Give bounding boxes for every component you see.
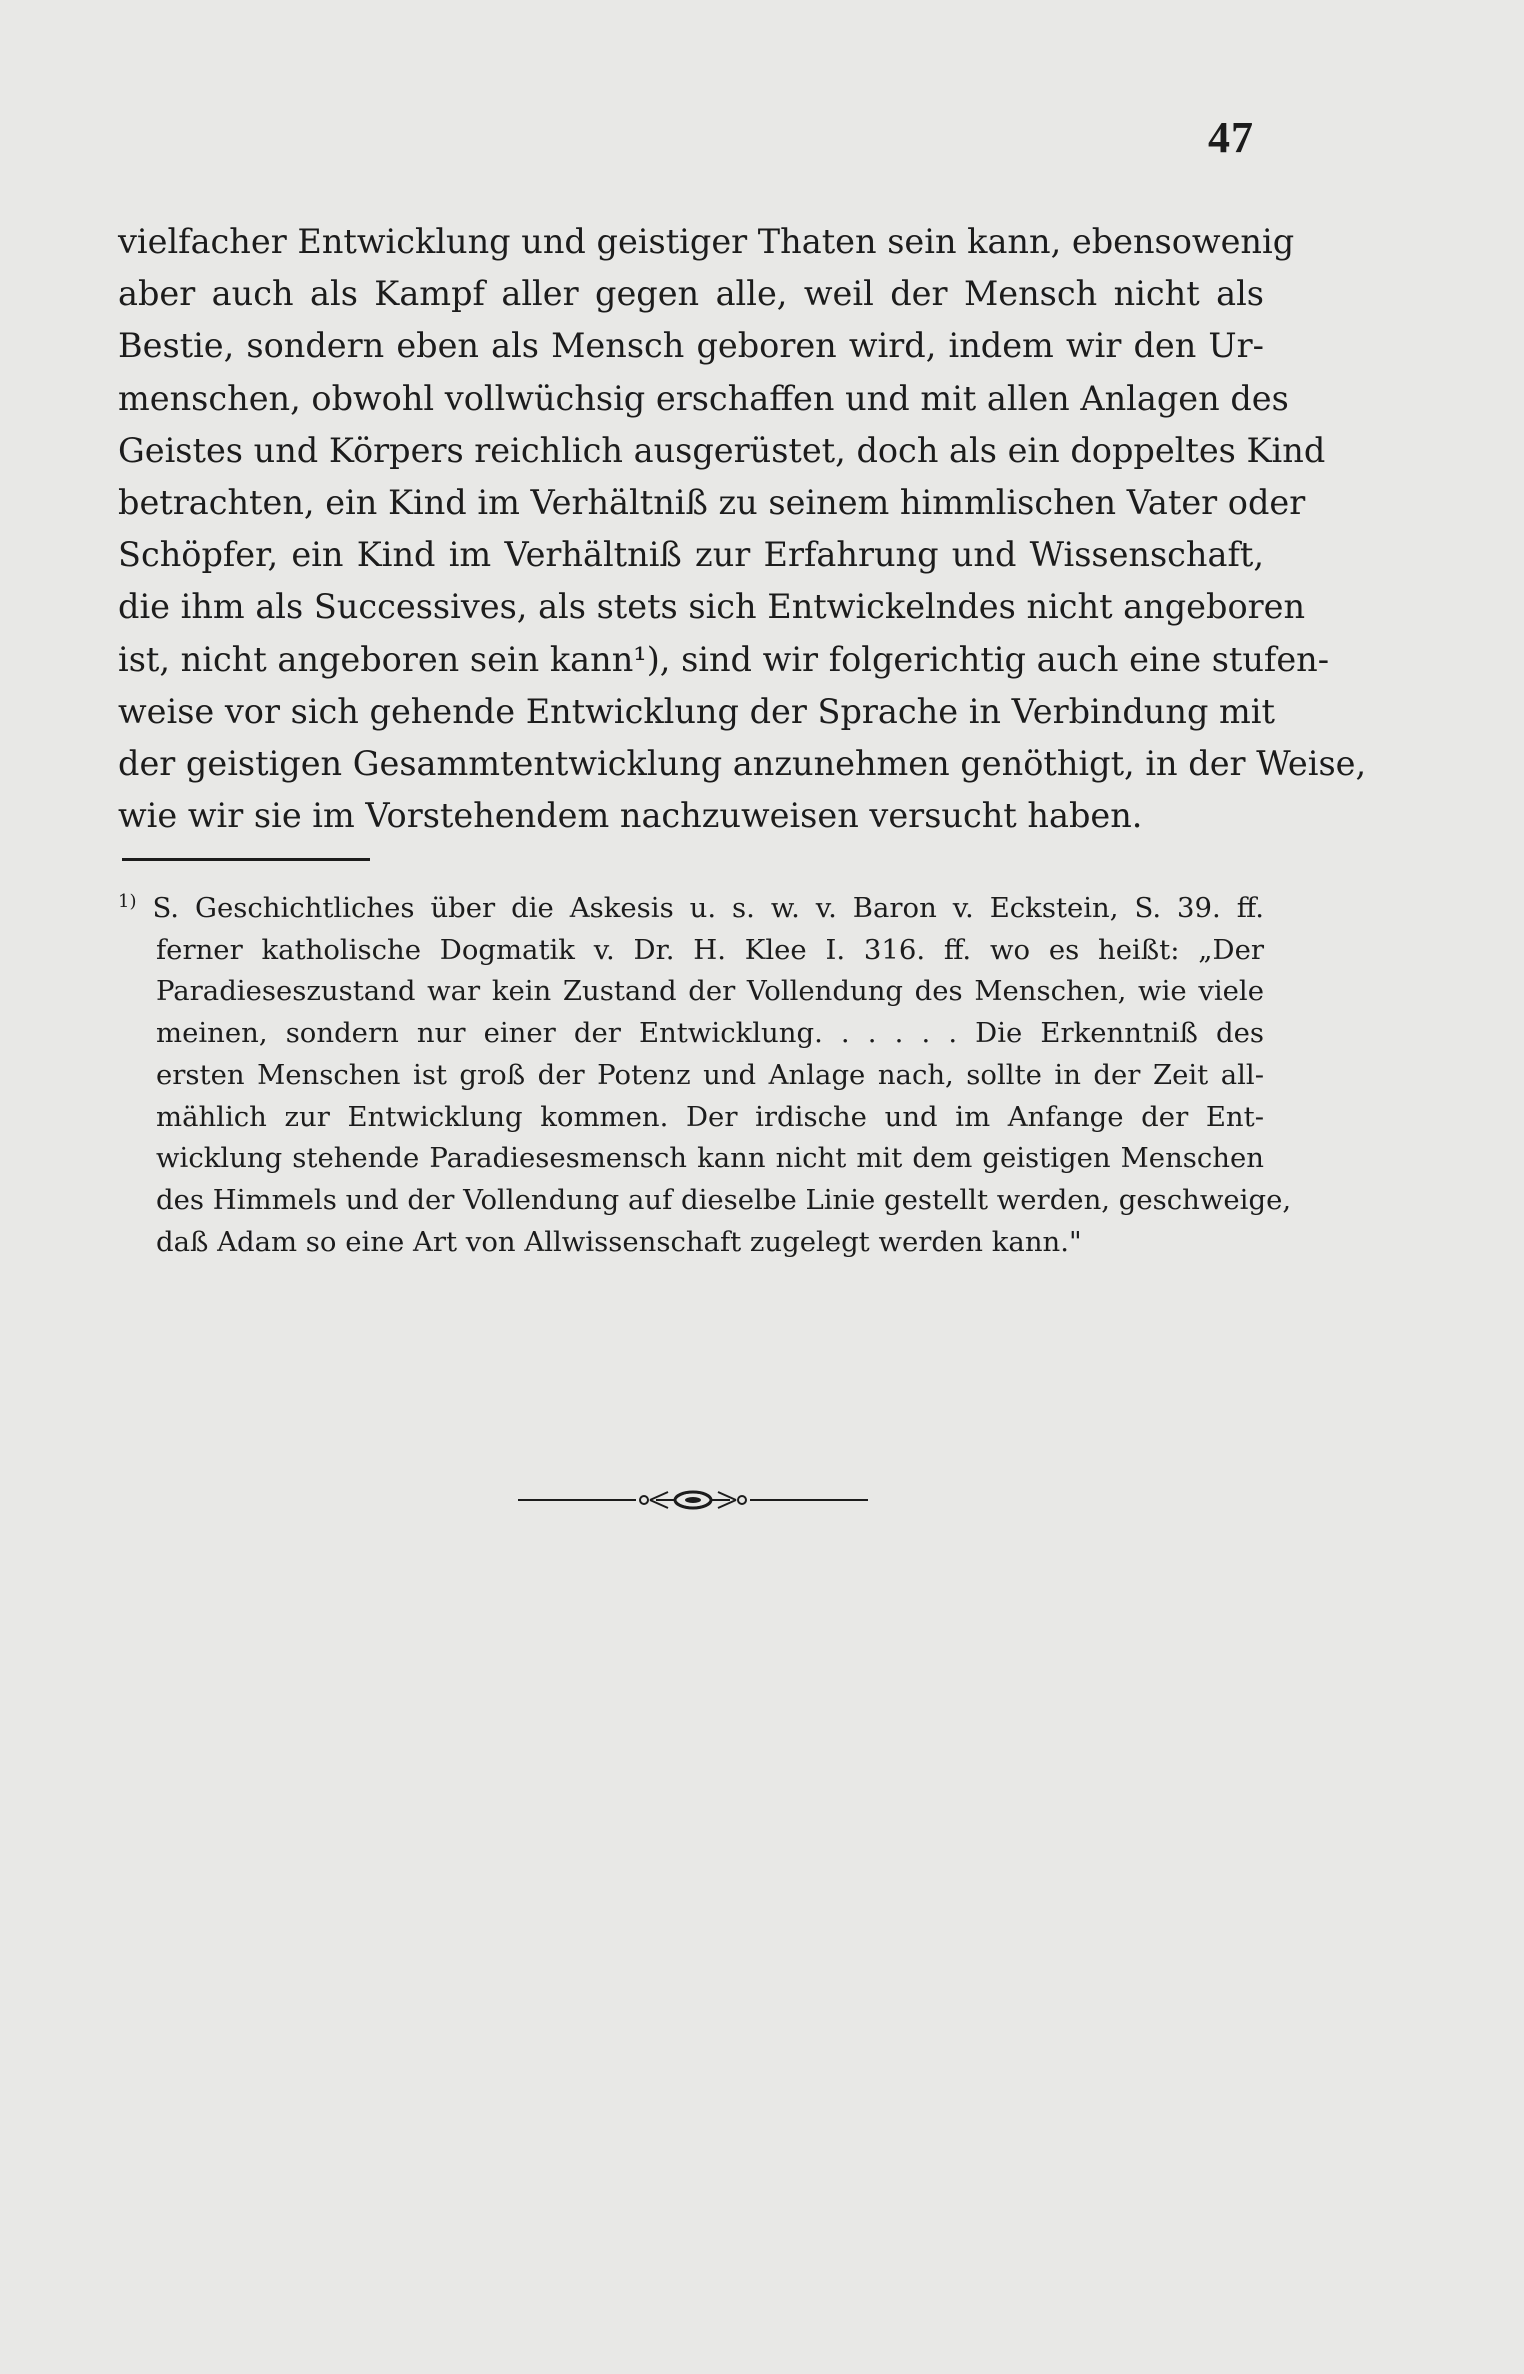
- footnote: [118, 888, 1292, 1263]
- footnote-separator: [122, 858, 370, 861]
- body-line: weise vor sich gehende Entwicklung der Sprache in Verbindung mit: [118, 691, 1275, 731]
- footnote-text: S. Geschichtliches über die Askesis u. s. w. v. Baron v. Eckstein, S. 39. ff.: [152, 892, 1264, 924]
- footnote-line: des Himmels und der Vollendung auf dieselbe Linie gestellt werden, geschweige,: [156, 1183, 1292, 1216]
- footnote-marker: 1): [118, 890, 137, 912]
- body-line: aber auch als Kampf aller gegen alle, weil der Mensch nicht als: [118, 274, 1264, 314]
- body-line: menschen, obwohl vollwüchsig erschaffen und mit allen Anlagen des: [118, 378, 1289, 418]
- body-line: der geistigen Gesammtentwicklung anzunehmen genöthigt, in der Weise,: [118, 744, 1367, 784]
- body-line: Schöpfer, ein Kind im Verhältniß zur Erfahrung und Wissenschaft,: [118, 535, 1264, 575]
- footnote-line: [118, 888, 1264, 930]
- decorative-vignette-icon: [518, 1482, 868, 1518]
- body-line: ist, nicht angeboren sein kann¹), sind wir folgerichtig auch eine stufen-: [118, 639, 1330, 679]
- footnote-line: ferner katholische Dogmatik v. Dr. H. Klee I. 316. ff. wo es heißt: „Der: [156, 933, 1264, 966]
- body-line: vielfacher Entwicklung und geistiger Thaten sein kann, ebensowenig: [118, 222, 1295, 261]
- body-line: Bestie, sondern eben als Mensch geboren wird, indem wir den Ur-: [118, 326, 1264, 366]
- body-text: [118, 216, 1367, 842]
- page-number: 47: [1208, 113, 1254, 162]
- body-line: wie wir sie im Vorstehendem nachzuweisen versucht haben.: [118, 796, 1143, 836]
- footnote-line: meinen, sondern nur einer der Entwicklung. . . . . . Die Erkenntniß des: [156, 1017, 1264, 1050]
- footnote-line: daß Adam so eine Art von Allwissenschaft zugelegt werden kann.": [156, 1225, 1082, 1258]
- footnote-line: ersten Menschen ist groß der Potenz und Anlage nach, sollte in der Zeit all-: [156, 1058, 1264, 1091]
- footnote-line: wicklung stehende Paradiesesmensch kann nicht mit dem geistigen Menschen: [156, 1142, 1264, 1175]
- body-line: Geistes und Körpers reichlich ausgerüstet, doch als ein doppeltes Kind: [118, 430, 1326, 470]
- footnote-line: mählich zur Entwicklung kommen. Der irdische und im Anfange der Ent-: [156, 1100, 1264, 1133]
- body-line: betrachten, ein Kind im Verhältniß zu seinem himmlischen Vater oder: [118, 483, 1306, 523]
- footnote-line: Paradieseszustand war kein Zustand der Vollendung des Menschen, wie viele: [156, 975, 1264, 1008]
- body-line: die ihm als Successives, als stets sich Entwickelndes nicht angeboren: [118, 587, 1306, 627]
